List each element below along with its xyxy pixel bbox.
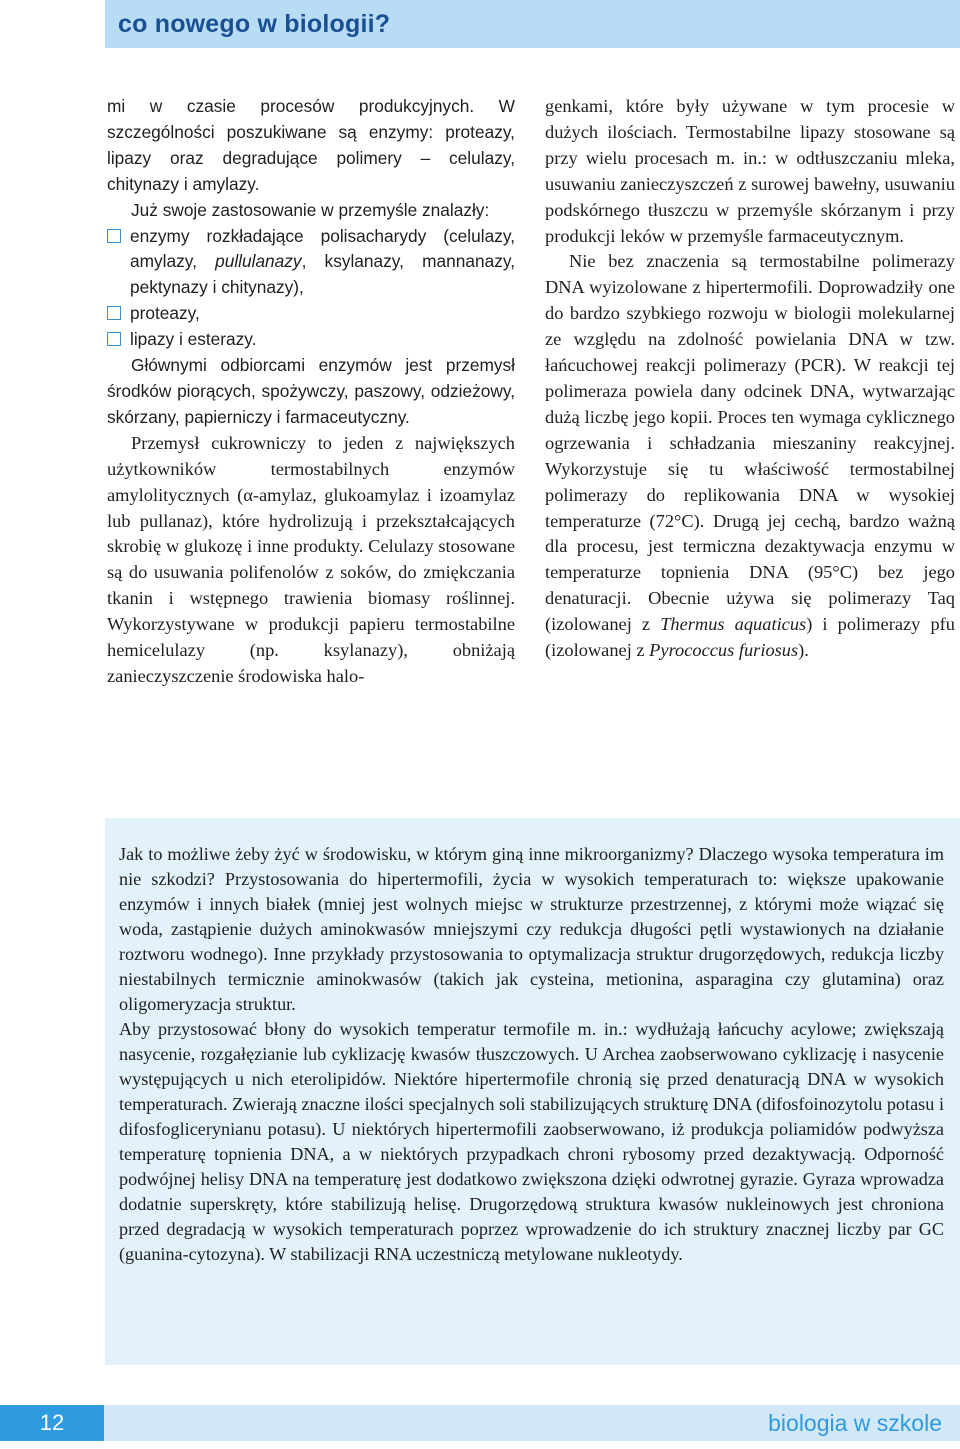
list-item-text: proteazy, [130, 303, 200, 324]
callout-box [105, 818, 960, 1365]
checkbox-square-icon [107, 306, 121, 320]
magazine-name: biologia w szkole [768, 1410, 942, 1436]
paragraph: Głównymi odbiorcami enzymów jest przemysł środków piorących, spożywczy, paszowy, odzieżowy, skórzany, papierniczy i farmaceutyczny. [107, 355, 515, 427]
callout-paragraph: Aby przystosować błony do wysokich temperatur termofile m. in.: wydłużają łańcuchy acylowe; zwiększają nasycenie, rozgałęzianie lub cyklizację kwasów tłuszczowych. U Archea zaobserwowano cyklizację i nasycenie występujących u nich eterolipidów. Niektóre hipertermofile chronią się przed denaturacją DNA w wysokich temperaturach. Zwierają znaczne ilości specjalnych soli stabilizujących strukturę DNA (difosfoinozytolu potasu i difosfoglicerynianu potasu). U niektórych hipertermofili zaobserwowano, iż produkcja poliamidów podwyższa temperaturę topnienia DNA, a w niektórych przypadkach chroni rybosomy przed dezaktywacją. Odporność podwójnej helisy DNA na temperaturę jest dodatkowo zwiększona dzięki odwrotnej gyrazie. Gyraza wprowadza dodatnie superskręty, które stabilizują helisę. Drugorzędową struktura kwasów nukleinowych jest chroniona przed degradacją w wysokich temperaturach poprzez wprowadzenie do ich struktury znacznej liczby par GC (guanina-cytozyna). W stabilizacji RNA uczestniczą metylowane nukleotydy. [119, 1019, 944, 1264]
page-number: 12 [0, 1405, 104, 1441]
list-item-text: lipazy i esterazy. [130, 329, 257, 350]
list-item-text: enzymy rozkładające polisacharydy (celulazy, amylazy, pullulanazy, ksylanazy, mannanazy, pektynazy i chitynazy), [130, 225, 515, 298]
right-column [545, 94, 955, 664]
callout-paragraph: Jak to możliwe żeby żyć w środowisku, w którym giną inne mikroorganizmy? Dlaczego wysoka temperatura im nie szkodzi? Przystosowania do hipertermofili, życia w wysokich temperaturach to: większe upakowanie enzymów i innych białek (mniej jest wolnych miejsc w strukturze przestrzennej, z którymi może wiązać się woda, zastąpienie dużych aminokwasów mniejszymi czy redukcja długości pętli wystawionych na działanie roztworu wodnego). Inne przykłady przystosowania to optymalizacja struktur drugorzędowych, redukcja liczby niestabilnych termicznie aminokwasów (takich jak cysteina, metionina, asparagina czy glutamina) oraz oligomeryzacja struktur. [119, 844, 944, 1014]
paragraph: Już swoje zastosowanie w przemyśle znalazły: [131, 199, 490, 220]
list-item [107, 301, 515, 327]
paragraph: mi w czasie procesów produkcyjnych. W szczególności poszukiwane są enzymy: proteazy, lipazy oraz degradujące polimery – celulazy, chitynazy i amylazy. [107, 96, 515, 194]
footer-band [104, 1405, 960, 1441]
paragraph: Nie bez znaczenia są termostabilne polimerazy DNA wyizolowane z hipertermofili. Doprowadziły one do bardzo szybkiego rozwoju w biologii molekularnej ze względu na zdolność powielania DNA w tzw. łańcuchowej reakcji polimerazy (PCR). W reakcji tej polimeraza powiela dany odcinek DNA, wytwarzając dużą liczbę jego kopii. Proces ten wymaga cyklicznego ogrzewania i schładzania mieszaniny reakcyjnej. Wykorzystuje się tu właściwość termostabilnej polimerazy do replikowania DNA w wysokiej temperaturze (72°C). Drugą jej cechą, bardzo ważną dla procesu, jest termiczna dezaktywacja enzymu w temperaturze topnienia DNA (95°C) bez jego denaturacji. Obecnie używa się polimerazy Taq (izolowanej z Thermus aquaticus) i polimerazy pfu (izolowanej z Pyrococcus furiosus). [545, 251, 955, 661]
list-item [107, 327, 515, 353]
checkbox-square-icon [107, 332, 121, 346]
list-item [107, 224, 515, 302]
section-title: co nowego w biologii? [118, 10, 391, 38]
paragraph: Przemysł cukrowniczy to jeden z największych użytkowników termostabilnych enzymów amylolitycznych (α-amylaz, glukoamylaz i izoamylaz lub pullanaz), które hydrolizują i przekształcających skrobię w glukozę i inne produkty. Celulazy stosowane są do usuwania polifenolów z soków, do zmiękczania tkanin i wstępnego trawienia biomasy roślinnej. Wykorzystywane w produkcji papieru termostabilne hemicelulazy (np. ksylanazy), obniżają zanieczyszczenie środowiska halo- [107, 432, 515, 686]
checkbox-square-icon [107, 229, 121, 243]
left-column [107, 94, 515, 690]
paragraph: genkami, które były używane w tym procesie w dużych ilościach. Termostabilne lipazy stosowane są przy wielu procesach m. in.: w odtłuszczaniu mleka, usuwaniu zanieczyszczeń z surowej bawełny, usuwaniu podskórnego tłuszczu w przemyśle skórzanym i przy produkcji leków w przemyśle farmaceutycznym. [545, 96, 955, 246]
